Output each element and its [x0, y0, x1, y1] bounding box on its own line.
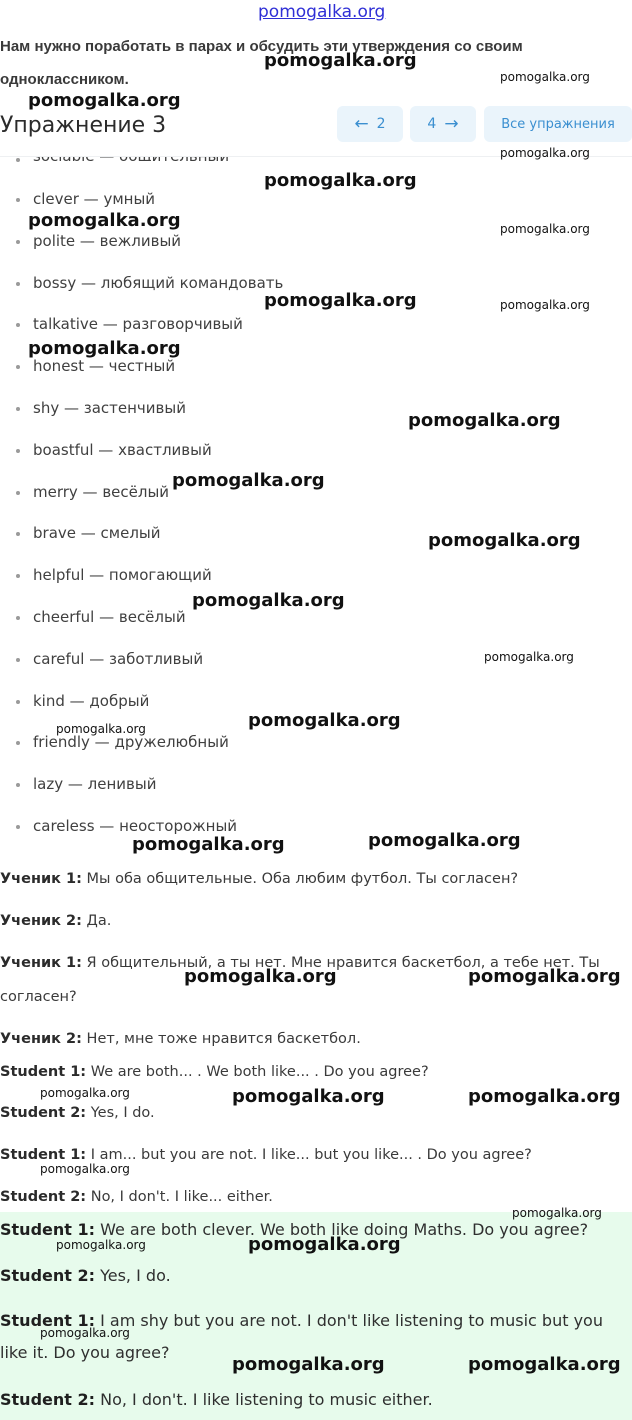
watermark: pomogalka.org: [28, 210, 181, 231]
list-item: talkative — разговорчивый: [0, 304, 632, 346]
watermark: pomogalka.org: [468, 1354, 621, 1375]
watermark: pomogalka.org: [28, 90, 181, 111]
dialog-line: Ученик 1: Я общительный, а ты нет. Мне нравится баскетбол, а тебе нет. Ты согласен?: [0, 955, 600, 1005]
vocab-list: [0, 179, 632, 848]
list-item: clever — умный: [0, 179, 632, 221]
dialog-line: Student 2: No, I don't. I like... either.: [0, 1189, 273, 1205]
list-item: polite — вежливый: [0, 221, 632, 263]
watermark: pomogalka.org: [368, 830, 521, 851]
dialog-line: Ученик 2: Нет, мне тоже нравится баскетбол.: [0, 1031, 361, 1047]
prev-exercise-label: 2: [376, 116, 386, 132]
list-item: lazy — ленивый: [0, 764, 632, 806]
dialog-line: Student 1: We are both... . We both like... . Do you agree?: [0, 1064, 429, 1080]
watermark: pomogalka.org: [264, 290, 417, 311]
watermark: pomogalka.org: [132, 834, 285, 855]
dialog-line: Student 1: I am... but you are not. I like... but you like... . Do you agree?: [0, 1147, 532, 1163]
bullet-dot: [16, 158, 20, 162]
watermark: pomogalka.org: [56, 1238, 146, 1252]
watermark: pomogalka.org: [512, 1206, 602, 1220]
list-item: bossy — любящий командовать: [0, 263, 632, 305]
watermark: pomogalka.org: [248, 710, 401, 731]
watermark: pomogalka.org: [232, 1354, 385, 1375]
watermark: pomogalka.org: [264, 50, 417, 71]
list-item: kind — добрый: [0, 681, 632, 723]
watermark: pomogalka.org: [248, 1234, 401, 1255]
list-item: boastful — хвастливый: [0, 430, 632, 472]
answer-line: Student 1: I am shy but you are not. I don't like listening to music but you like it. Do you agree?: [0, 1311, 603, 1362]
list-item: brave — смелый: [0, 513, 632, 555]
list-item: honest — честный: [0, 346, 632, 388]
arrow-right-icon: →: [444, 114, 459, 134]
all-exercises-button[interactable]: [484, 106, 632, 142]
watermark: pomogalka.org: [468, 1086, 621, 1107]
prev-exercise-button[interactable]: [337, 106, 403, 142]
watermark: pomogalka.org: [484, 650, 574, 664]
watermark: pomogalka.org: [500, 222, 590, 236]
list-item: friendly — дружелюбный: [0, 722, 632, 764]
arrow-left-icon: ←: [354, 114, 369, 134]
watermark: pomogalka.org: [40, 1162, 130, 1176]
list-item: cheerful — весёлый: [0, 597, 632, 639]
watermark: pomogalka.org: [40, 1086, 130, 1100]
list-item: shy — застенчивый: [0, 388, 632, 430]
watermark: pomogalka.org: [264, 170, 417, 191]
watermark: pomogalka.org: [428, 530, 581, 551]
watermark: pomogalka.org: [500, 298, 590, 312]
top-site-link[interactable]: pomogalka.org: [258, 2, 386, 22]
watermark: pomogalka.org: [192, 590, 345, 611]
exercise-title: Упражнение 3: [0, 113, 167, 138]
watermark: pomogalka.org: [232, 1086, 385, 1107]
list-item: careless — неосторожный: [0, 806, 632, 848]
watermark: pomogalka.org: [468, 966, 621, 987]
list-item: careful — заботливый: [0, 639, 632, 681]
watermark: pomogalka.org: [56, 722, 146, 736]
answer-line: Student 2: Yes, I do.: [0, 1266, 171, 1285]
dialog-line: Student 2: Yes, I do.: [0, 1105, 155, 1121]
watermark: pomogalka.org: [172, 470, 325, 491]
watermark: pomogalka.org: [184, 966, 337, 987]
watermark: pomogalka.org: [40, 1326, 130, 1340]
answer-line: Student 1: We are both clever. We both like doing Maths. Do you agree?: [0, 1220, 589, 1239]
watermark: pomogalka.org: [500, 70, 590, 84]
dialog-line: Ученик 2: Да.: [0, 913, 112, 929]
all-exercises-label: Все упражнения: [501, 116, 615, 132]
list-item: helpful — помогающий: [0, 555, 632, 597]
list-item: merry — весёлый: [0, 472, 632, 514]
answer-line: Student 2: No, I don't. I like listening to music either.: [0, 1390, 433, 1409]
watermark: pomogalka.org: [500, 146, 590, 160]
dialog-line: Ученик 1: Мы оба общительные. Оба любим футбол. Ты согласен?: [0, 871, 519, 887]
watermark: pomogalka.org: [28, 338, 181, 359]
intro-text: Нам нужно поработать в парах и обсудить эти утверждения со своим одноклассником.: [0, 38, 523, 88]
next-exercise-button[interactable]: [410, 106, 476, 142]
next-exercise-label: 4: [427, 116, 437, 132]
watermark: pomogalka.org: [408, 410, 561, 431]
